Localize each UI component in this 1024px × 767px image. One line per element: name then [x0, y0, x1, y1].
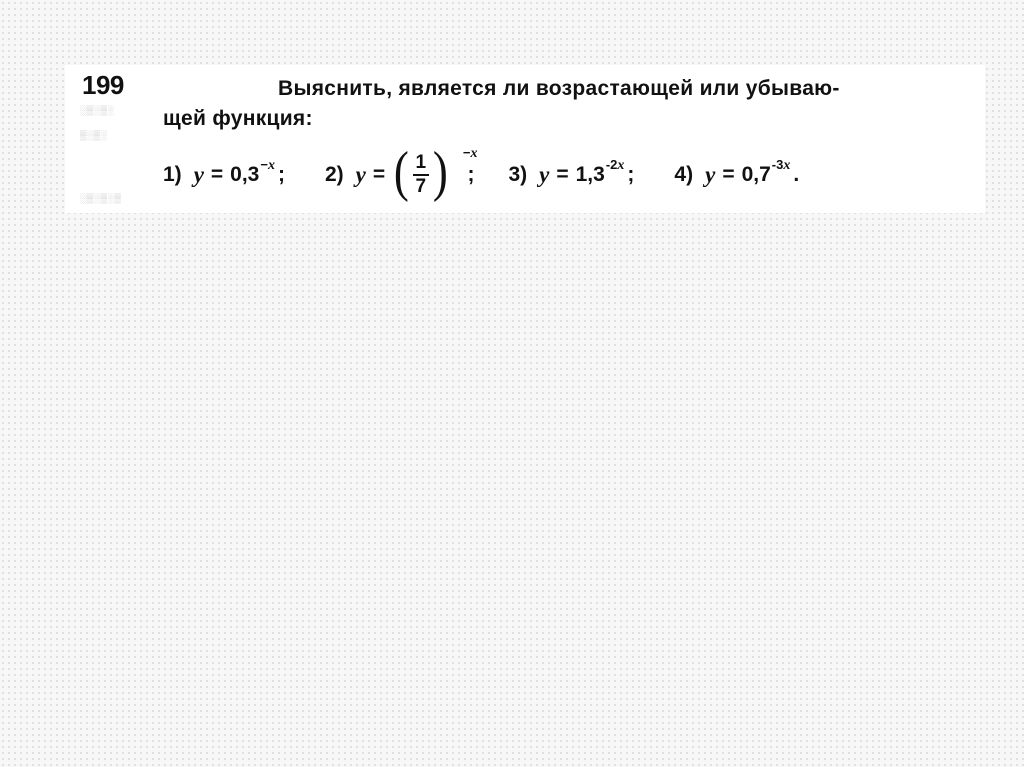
equals-sign: = — [210, 163, 224, 186]
left-parenthesis: ( — [394, 141, 409, 203]
right-parenthesis: ) — [432, 141, 448, 203]
problem-stem-line-2: щей функция: — [163, 107, 313, 130]
item-number: 3) — [508, 163, 528, 186]
function-item-2 — [324, 141, 478, 203]
fraction-numerator: 1 — [415, 152, 427, 173]
item-terminator: . — [793, 163, 800, 186]
problem-number: 199 — [82, 70, 124, 100]
margin-scribble: ░▒░▒░▒ — [80, 193, 122, 203]
function-variable: y — [355, 162, 366, 187]
exponent-coefficient: 2 — [610, 156, 618, 172]
function-item-1 — [163, 156, 285, 188]
item-terminator: ; — [277, 163, 285, 186]
exponent-sign: − — [462, 145, 471, 160]
exponent-variable: x — [267, 157, 275, 173]
problem-stem-line-1: Выяснить, является ли возрастающей или убываю- — [278, 77, 840, 100]
function-exponent — [260, 157, 275, 174]
fraction — [413, 152, 429, 198]
function-exponent — [606, 157, 625, 174]
equals-sign: = — [556, 163, 569, 186]
exponent-sign: − — [260, 156, 268, 172]
function-base: 0,3 — [230, 163, 260, 186]
function-variable: y — [193, 162, 204, 187]
fraction-denominator: 7 — [415, 176, 427, 197]
margin-scribble: ▒░▒░ — [80, 130, 108, 140]
exponent-variable: x — [783, 157, 791, 173]
item-number: 4) — [674, 163, 694, 186]
equals-sign: = — [722, 163, 735, 186]
function-variable: y — [539, 162, 550, 187]
function-exponent — [772, 157, 791, 174]
problem-panel — [65, 65, 985, 213]
function-base: 1,3 — [575, 163, 605, 186]
function-base: 0,7 — [741, 163, 771, 186]
fraction-power — [392, 141, 478, 203]
exponent-variable: x — [470, 146, 478, 161]
item-number: 1) — [163, 163, 182, 186]
function-exponent — [463, 145, 478, 162]
item-number: 2) — [324, 163, 344, 186]
item-terminator: ; — [627, 163, 635, 186]
item-terminator: ; — [467, 163, 475, 186]
exponent-variable: x — [617, 157, 625, 173]
function-variable: y — [705, 162, 716, 187]
margin-scribble: ░▒░▒░ — [80, 105, 115, 115]
equals-sign: = — [372, 163, 386, 186]
function-item-4 — [674, 156, 800, 188]
function-item-3 — [508, 156, 635, 188]
exponent-sign: - — [605, 156, 611, 172]
exponent-sign: - — [771, 156, 777, 172]
exponent-coefficient: 3 — [776, 156, 784, 172]
function-list — [163, 139, 799, 211]
